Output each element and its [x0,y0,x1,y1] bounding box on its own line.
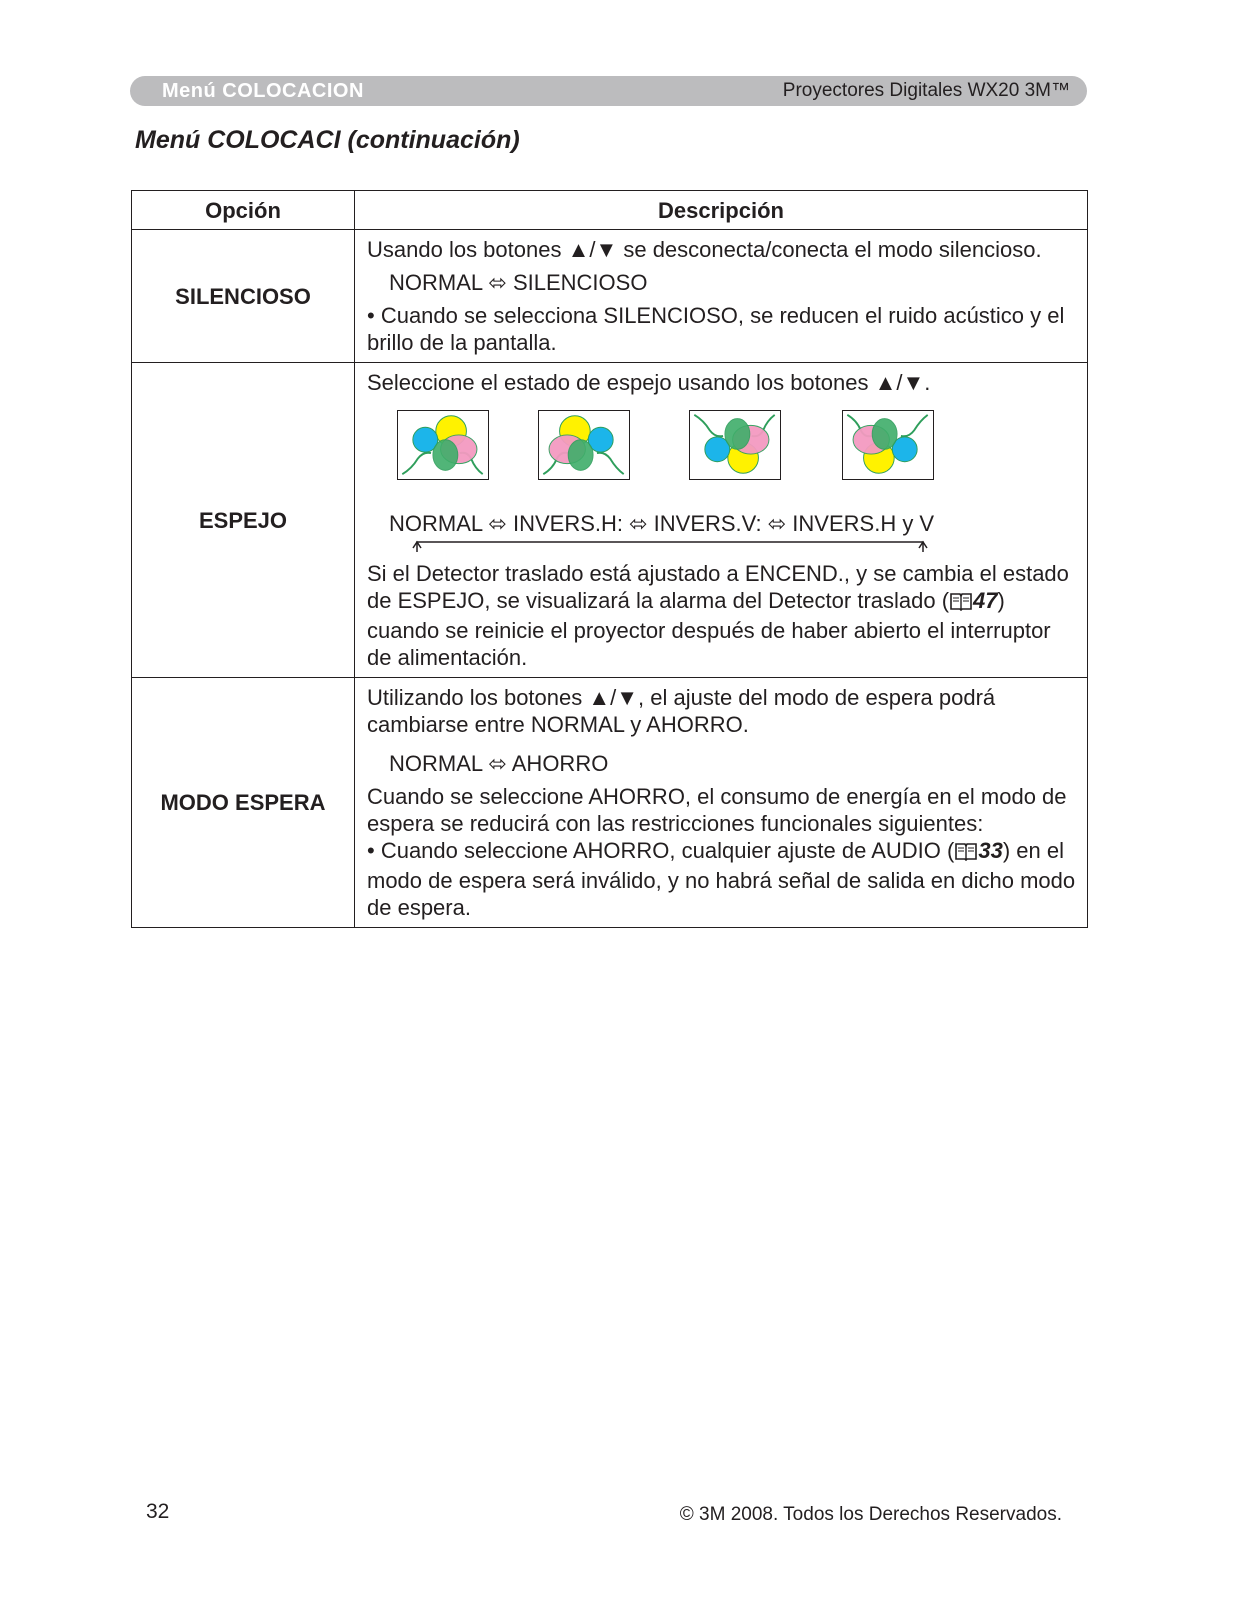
column-header-description: Descripción [355,191,1088,230]
header-product-name: Proyectores Digitales WX20 3M™ [782,80,1070,101]
description-modo-espera [355,678,1088,928]
description-espejo [355,363,1088,678]
book-icon [949,590,973,617]
modo-espera-note-2-text-1: • Cuando seleccione AHORRO, cualquier ajuste de AUDIO ( [367,838,955,863]
mirror-invers-v-image [689,410,781,480]
mirror-illustrations [367,410,1079,510]
silencioso-flow: NORMAL ⬄ SILENCIOSO [389,270,648,295]
modo-espera-note-1: Cuando se seleccione AHORRO, el consumo de energía en el modo de espera se reducirá con las restricciones funcionales siguientes: [367,784,1067,836]
espejo-intro: Seleccione el estado de espejo usando los botones ▲/▼. [367,370,931,395]
table-row-silencioso [132,230,1088,363]
modo-espera-flow: NORMAL ⬄ AHORRO [389,751,609,776]
description-silencioso [355,230,1088,363]
cycle-return-arrow [367,510,967,554]
table-row-espejo [132,363,1088,678]
modo-espera-intro: Utilizando los botones ▲/▼, el ajuste del modo de espera podrá cambiarse entre NORMAL y AHORRO. [367,685,996,737]
silencioso-intro: Usando los botones ▲/▼ se desconecta/conecta el modo silencioso. [367,237,1042,262]
option-label-modo-espera: MODO ESPERA [132,678,355,928]
modo-espera-note-2 [367,837,1079,921]
mirror-normal-image [397,410,489,480]
espejo-flow-block [367,510,1079,554]
option-label-espejo: ESPEJO [132,363,355,678]
espejo-note [367,560,1079,671]
table-row-modo-espera [132,678,1088,928]
modo-espera-note-2-text-2: ) en el modo de espera será inválido, y no habrá señal de salida en dicho modo de espera. [367,838,1076,920]
espejo-note-text-1: Si el Detector traslado está ajustado a ENCEND., y se cambia el estado de ESPEJO, se visualizará la alarma del Detector traslado ( [367,561,1069,613]
espejo-note-text-2: ) cuando se reinicie el proyector después de haber abierto el interruptor de alimentación. [367,588,1051,670]
copyright-notice: © 3M 2008. Todos los Derechos Reservados. [679,1504,1062,1525]
page-number: 32 [146,1500,170,1523]
mirror-invers-hv-image [842,410,934,480]
book-icon [954,840,978,867]
column-header-option: Opción [132,191,355,230]
options-table [131,190,1088,928]
mirror-invers-h-image [538,410,630,480]
page-title: Menú COLOCACI (continuación) [135,126,520,154]
modo-espera-page-reference[interactable]: 33 [978,838,1003,863]
silencioso-note: • Cuando se selecciona SILENCIOSO, se reducen el ruido acústico y el brillo de la pantalla. [367,303,1065,355]
header-section-title: Menú COLOCACION [162,80,364,102]
espejo-page-reference[interactable]: 47 [973,588,998,613]
table-header-row [132,191,1088,230]
espejo-flow: NORMAL ⬄ INVERS.H: ⬄ INVERS.V: ⬄ INVERS.H y V [389,511,935,536]
option-label-silencioso: SILENCIOSO [132,230,355,363]
